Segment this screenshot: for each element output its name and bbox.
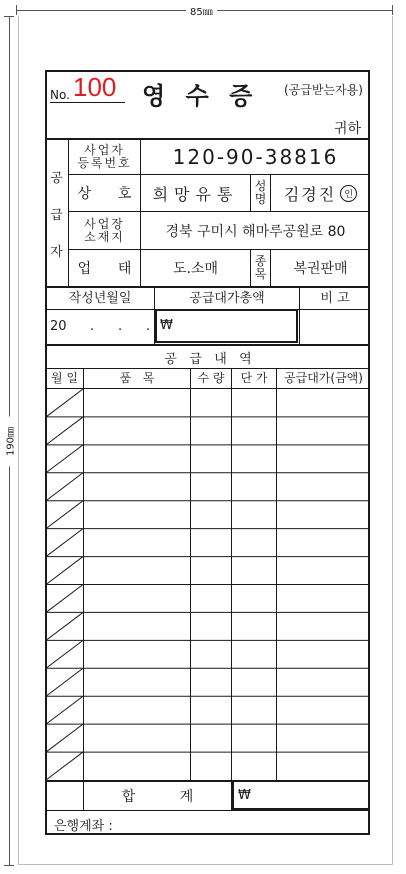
business-item-label: 종 목	[254, 254, 267, 281]
date-cell-slash	[46, 668, 83, 696]
seal-mark: 인	[340, 185, 357, 202]
business-name-label: 상 호	[77, 186, 132, 202]
date-dot-1: .	[90, 319, 95, 334]
date-cell-slash	[46, 529, 83, 557]
document-title: 영 수 증	[142, 82, 259, 110]
business-name: 희망유통	[152, 184, 239, 204]
total-amount-box[interactable]	[232, 780, 370, 810]
year-prefix: 20	[50, 319, 67, 334]
date-cell-slash	[46, 724, 83, 752]
date-cell-slash	[46, 696, 83, 724]
date-dot-2: .	[118, 319, 123, 334]
document-subtitle: (공급받는자용)	[284, 83, 363, 97]
height-label: 190㎜	[2, 417, 17, 467]
amount-currency: ₩	[160, 318, 173, 333]
date-cell-slash	[46, 389, 83, 417]
supplier-char-3: 자	[50, 244, 63, 260]
column-unit-price: 단 가	[240, 371, 268, 385]
details-section-title: 공 급 내 역	[164, 351, 252, 367]
date-dot-3: .	[146, 319, 151, 334]
column-quantity: 수 량	[197, 371, 225, 385]
supplier-char-2: 급	[50, 207, 63, 223]
column-supply-amount: 공급대가(금액)	[284, 371, 363, 385]
date-cell-slash	[46, 417, 83, 445]
business-type-value: 도.소매	[172, 261, 219, 277]
supplier-char-1: 공	[50, 170, 63, 186]
column-date: 월 일	[51, 371, 78, 385]
date-cell-slash	[46, 612, 83, 640]
receipt-number: 100	[73, 72, 117, 102]
note-label: 비 고	[320, 291, 350, 306]
owner-name: 김경진	[283, 184, 337, 204]
business-type-label: 업 태	[77, 261, 132, 277]
owner-label: 성 명	[254, 179, 267, 206]
date-cell-slash	[46, 585, 83, 613]
date-label: 작성년월일	[68, 291, 132, 306]
date-cell-slash	[46, 752, 83, 780]
registration-number: 120-90-38816	[172, 145, 339, 169]
total-label: 합 계	[121, 788, 194, 805]
address-label: 사업장 소재지	[84, 216, 125, 244]
receipt-number-label: No.	[50, 88, 70, 102]
date-cell-slash	[46, 473, 83, 501]
column-item: 품 목	[119, 371, 155, 385]
total-currency: ₩	[238, 788, 251, 803]
date-cell-slash	[46, 445, 83, 473]
bank-account-label: 은행계좌 :	[54, 819, 113, 834]
date-cell-slash	[46, 557, 83, 585]
recipient-suffix: 귀하	[334, 121, 362, 137]
date-cell-slash	[46, 640, 83, 668]
business-item-value: 복권판매	[293, 261, 348, 277]
width-label: 85㎜	[186, 3, 217, 18]
total-amount-label: 공급대가총액	[189, 291, 265, 306]
address-value: 경북 구미시 해마루공원로 80	[165, 223, 346, 240]
registration-number-label: 사업자 등록번호	[77, 143, 132, 170]
date-cell-slash	[46, 501, 83, 529]
